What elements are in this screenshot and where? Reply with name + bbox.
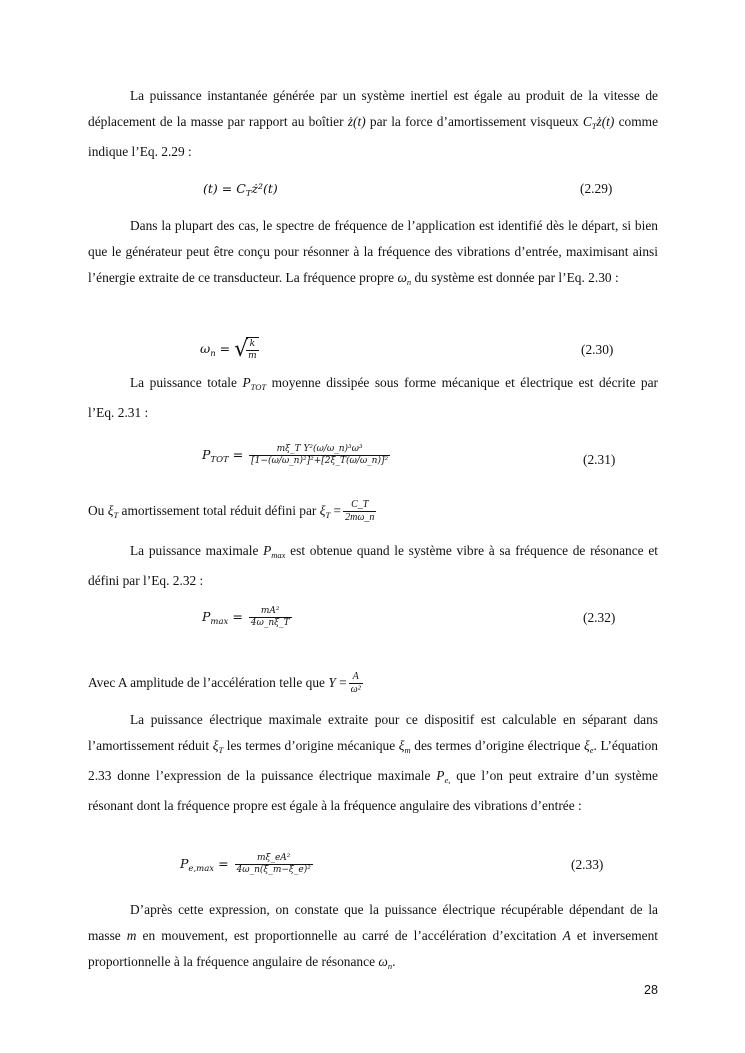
- var-arg: ż(t): [596, 114, 615, 129]
- paragraph-total-power: [88, 370, 658, 426]
- fraction: [235, 853, 313, 876]
- text: est obtenue quand le système vibre à sa fréquence de résonance et défini par l’Eq. 2.32 :: [88, 543, 658, 588]
- var-p: P: [263, 543, 272, 558]
- text: .: [392, 954, 396, 969]
- var-z-dot: ż(t): [347, 114, 366, 129]
- subscript: e,: [444, 775, 451, 785]
- var-a: A: [562, 928, 571, 943]
- var-omega: ω: [397, 270, 407, 285]
- equation-number: (2.33): [571, 857, 604, 872]
- subscript: T: [325, 510, 331, 520]
- paragraph-electrical-power: [88, 707, 658, 819]
- eq-text: (t) = C: [203, 181, 246, 196]
- fraction: [349, 671, 363, 696]
- subscript: m: [404, 745, 411, 755]
- subscript: n: [210, 349, 216, 359]
- equation-2-33: $P_{e,max}$ = $\frac{\text{mξ\_eA²}}{\text{4ω\_n(ξ\_m−ξ\_e)²}}$: [180, 853, 311, 875]
- subscript: max: [210, 617, 229, 627]
- eq-lhs: P: [202, 609, 211, 624]
- fraction: [249, 606, 292, 629]
- var-xi: ξ: [319, 503, 326, 518]
- eq-lhs: ω: [200, 341, 211, 356]
- text: D’après cette expression, on constate que la puissance électrique récupérable dépendant de la masse: [88, 902, 658, 943]
- var-y: Y: [328, 675, 336, 690]
- var-m: m: [126, 928, 137, 943]
- paragraph-instant-power: [88, 83, 658, 165]
- var-p: P: [436, 768, 445, 783]
- text: . L’équation 2.33 donne l’expression de la puissance électrique maximale: [88, 738, 659, 783]
- text: et inversement proportionnelle à la fréquence angulaire de résonance: [88, 928, 658, 969]
- page-number: 28: [644, 983, 658, 997]
- text: La puissance totale: [130, 375, 243, 390]
- var-xi: ξ: [107, 503, 114, 518]
- subscript: e: [589, 745, 594, 755]
- text: comme indique l’Eq. 2.29 :: [88, 114, 659, 159]
- numerator: A: [352, 671, 359, 683]
- sqrt-symbol: √ $\frac{k}{m}$: [234, 337, 257, 362]
- denominator: 4ω_n(ξ_m−ξ_e)²: [236, 865, 311, 875]
- subscript: T: [218, 745, 224, 755]
- text: Ou: [88, 503, 108, 518]
- text: La puissance électrique maximale extraite pour ce dispositif est calculable en séparant dans l’amortissement réduit: [88, 712, 658, 753]
- denominator: 2mω_n: [345, 512, 375, 524]
- subscript: max: [271, 550, 286, 560]
- line-amplitude-definition: Avec A amplitude de l’accélération telle que Y = $\frac{A}{\text{ω²}}$: [88, 671, 361, 696]
- var-xi: ξ: [584, 738, 590, 753]
- paragraph-conclusion: [88, 897, 658, 979]
- equation-2-30: $\omega_n$ = √ $\frac{k}{m}$: [200, 337, 261, 362]
- denominator: m: [248, 351, 257, 361]
- var-c: C: [582, 114, 592, 129]
- eq-lhs: P: [202, 447, 211, 462]
- denominator: [1−(ω/ω_n)²]²+[2ξ_T(ω/ω_n)]²: [251, 456, 389, 466]
- subscript: TOT: [210, 455, 229, 465]
- subscript: n: [387, 961, 393, 971]
- eq-lhs: P: [180, 856, 189, 871]
- equation-2-31: $P_{TOT}$ = $\frac{\text{mξ\_T Y²(ω/ω\_n)³ω³}}{\text{[1−(ω/ω\_n)²]²+[2ξ\_T(ω/ω\_n)]²}}$: [202, 444, 389, 466]
- text: La puissance instantanée générée par un système inertiel est égale au produit de la vitesse de déplacement de la masse par rapport au boîtier: [88, 88, 658, 129]
- fraction: [343, 499, 376, 524]
- numerator: mξ_T Y²(ω/ω_n)³ω³: [276, 444, 363, 454]
- numerator: mξ_eA²: [256, 853, 291, 863]
- subscript: TOT: [250, 382, 267, 392]
- text: que l’on peut extraire d’un système résonant dont la fréquence propre est égale à la fréquence angulaire des vibrations d’entrée :: [88, 768, 658, 813]
- denominator: 4ω_nξ_T: [250, 618, 290, 628]
- text: La puissance maximale: [130, 543, 264, 558]
- equation-number: (2.31): [583, 452, 616, 467]
- text: du système est donnée par l’Eq. 2.30 :: [411, 270, 619, 285]
- subscript: e,max: [188, 864, 215, 874]
- eq-text: ż²(t): [251, 181, 278, 196]
- text: par la force d’amortissement visqueux: [365, 114, 583, 129]
- subscript: T: [113, 510, 119, 520]
- equation-2-29: [203, 181, 278, 199]
- text: amortissement total réduit défini par: [118, 503, 320, 518]
- text: les termes d’origine mécanique: [223, 738, 399, 753]
- text: moyenne dissipée sous forme mécanique et électrique est décrite par l’Eq. 2.31 :: [88, 375, 658, 420]
- var-xi: ξ: [398, 738, 405, 753]
- numerator: k: [249, 339, 256, 349]
- denominator: ω²: [350, 684, 361, 696]
- text: Dans la plupart des cas, le spectre de fréquence de l’application est identifié dès le départ, si bien que le générateur peut être conçu pour résonner à la fréquence des vibrations d’entrée, maximisant ainsi l’énergie extraite de ce transducteur. La fréquence propre: [88, 218, 658, 285]
- subscript: T: [591, 121, 597, 131]
- equation-number: (2.29): [580, 181, 613, 196]
- numerator: mA²: [260, 606, 280, 616]
- text: en mouvement, est proportionnelle au carré de l’accélération d’excitation: [136, 928, 563, 943]
- text: des termes d’origine électrique: [410, 738, 585, 753]
- equation-number: (2.30): [581, 342, 614, 357]
- line-damping-definition: Ou $\xi_T$ amortissement total réduit défini par $\xi_T$ = $\frac{C\_T}{2m\omega\_n}$: [88, 499, 375, 524]
- equation-number: (2.32): [583, 610, 616, 625]
- fraction: [249, 444, 390, 467]
- var-p: P: [242, 375, 251, 390]
- var-xi: ξ: [212, 738, 219, 753]
- paragraph-max-power: [88, 538, 658, 594]
- paragraph-natural-frequency: [88, 213, 658, 295]
- subscript: n: [406, 277, 412, 287]
- numerator: C_T: [351, 499, 369, 511]
- subscript: T: [245, 189, 252, 199]
- var-omega: ω: [378, 954, 388, 969]
- equation-2-32: $P_{max}$ = $\frac{\text{mA²}}{4\omega\_n\xi\_T}$: [202, 606, 290, 628]
- text: Avec A amplitude de l’accélération telle que: [88, 675, 329, 690]
